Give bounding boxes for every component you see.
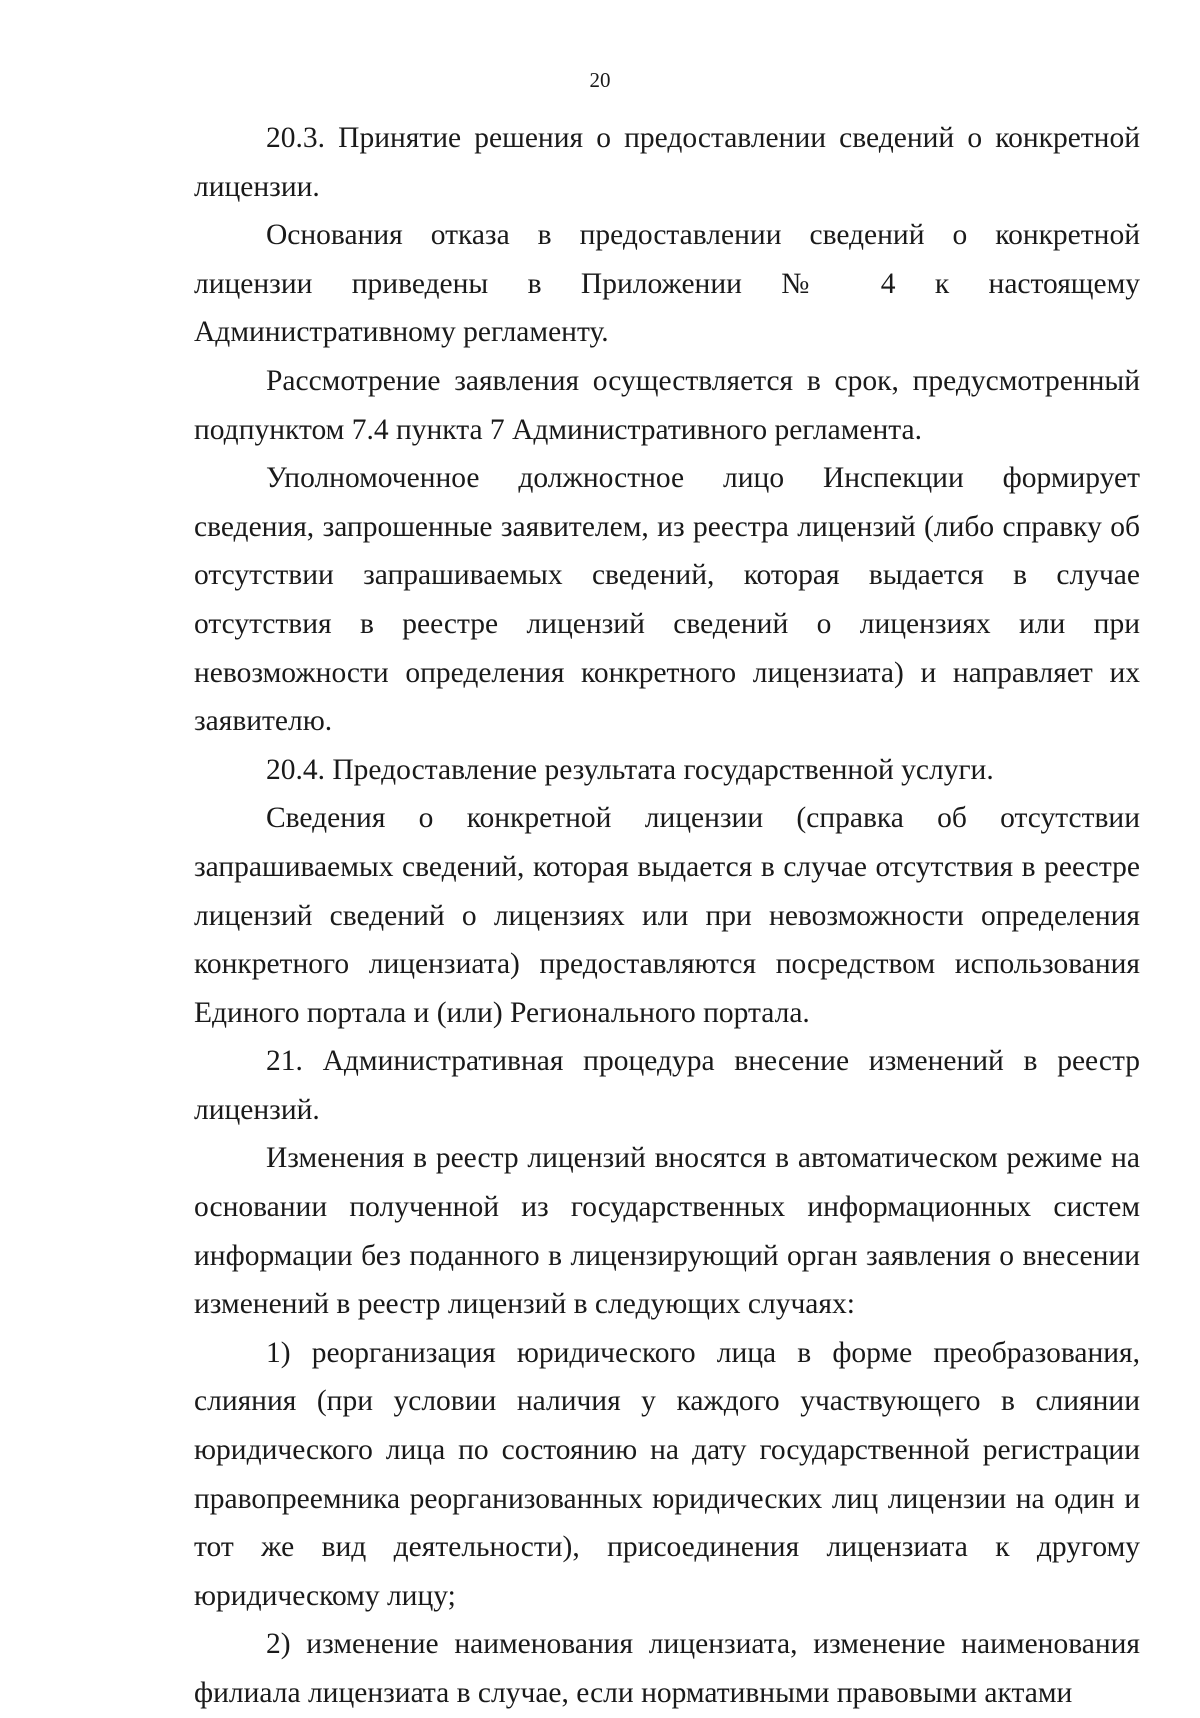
paragraph-info-provision: Сведения о конкретной лицензии (справка об отсутствии запрашиваемых сведений, которая выдается в случае отсутствия в реестре лицензий сведений о лицензиях или при невозможности определения конкретного лицензиата) предоставляются посредством использования Единого портала и (или) Регионального портала. [194,802,1140,1029]
document-body [194,114,1140,1718]
page-number: 20 [589,68,611,92]
paragraph-21: 21. Административная процедура внесение изменений в реестр лицензий. [194,1045,1140,1126]
paragraph-review-term: Рассмотрение заявления осуществляется в срок, предусмотренный подпунктом 7.4 пункта 7 Административного регламента. [194,364,1140,446]
paragraph-auto-changes: Изменения в реестр лицензий вносятся в автоматическом режиме на основании полученной из государственных информационных систем информации без поданного в лицензирующий орган заявления о внесении изменений в реестр лицензий в следующих случаях: [194,1142,1140,1321]
paragraph-20-4: 20.4. Предоставление результата государственной услуги. [266,753,994,786]
paragraph-refusal-grounds: Основания отказа в предоставлении сведений о конкретной лицензии приведены в Приложении № 4 к настоящему Административному регламенту. [194,219,1140,349]
list-item-1: 1) реорганизация юридического лица в форме преобразования, слияния (при условии наличия у каждого участвующего в слиянии юридического лица по состоянию на дату государственной регистрации правопреемника реорганизованных юридических лиц лицензии на один и тот же вид деятельности), присоединения лицензиата к другому юридическому лицу; [194,1336,1140,1612]
paragraph-official-forms-info: Уполномоченное должностное лицо Инспекции формирует сведения, запрошенные заявителем, из реестра лицензий (либо справку об отсутствии запрашиваемых сведений, которая выдается в случае отсутствия в реестре лицензий сведений о лицензиях или при невозможности определения конкретного лицензиата) и направляет их заявителю. [194,462,1140,738]
list-item-2: 2) изменение наименования лицензиата, изменение наименования филиала лицензиата в случае, если нормативными правовыми актами [194,1628,1140,1709]
paragraph-20-3: 20.3. Принятие решения о предоставлении сведений о конкретной лицензии. [194,122,1140,203]
